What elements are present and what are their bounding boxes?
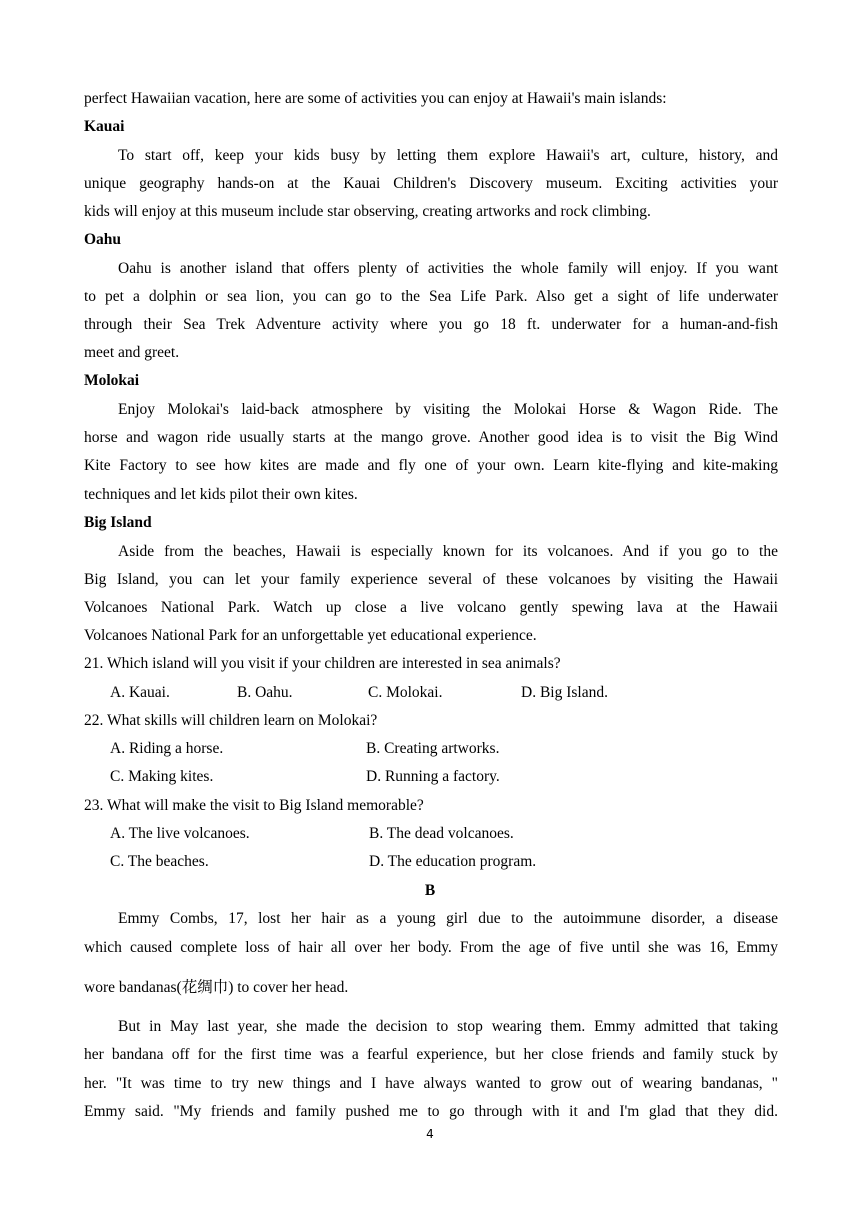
paragraph-line: kids will enjoy at this museum include star observing, creating artworks and rock climbing.: [84, 203, 651, 220]
question-21-option-b: B. Oahu.: [237, 684, 293, 701]
question-21-stem: 21. Which island will you visit if your children are interested in sea animals?: [84, 655, 561, 672]
paragraph-line: her bandana off for the first time was a fearful experience, but her close friends and family stuck by: [84, 1046, 778, 1063]
question-22-option-a: A. Riding a horse.: [110, 740, 224, 757]
heading-molokai: Molokai: [84, 372, 140, 389]
heading-oahu: Oahu: [84, 231, 122, 248]
question-21-option-d: D. Big Island.: [521, 684, 608, 701]
question-23-option-c: C. The beaches.: [110, 853, 209, 870]
paragraph-line: Emmy Combs, 17, lost her hair as a young girl due to the autoimmune disorder, a disease: [118, 910, 778, 927]
paragraph-line: Volcanoes National Park for an unforgettable yet educational experience.: [84, 627, 537, 644]
paragraph-line: her. "It was time to try new things and I have always wanted to grow out of wearing bandanas, ": [84, 1075, 778, 1092]
paragraph-line: Volcanoes National Park. Watch up close a live volcano gently spewing lava at the Hawaii: [84, 599, 778, 616]
paragraph-line: techniques and let kids pilot their own kites.: [84, 486, 358, 503]
paragraph-line: through their Sea Trek Adventure activity where you go 18 ft. underwater for a human-and-fish: [84, 316, 778, 333]
question-22-option-b: B. Creating artworks.: [366, 740, 500, 757]
section-label-b: B: [424, 882, 436, 899]
paragraph-line: meet and greet.: [84, 344, 180, 361]
paragraph-line: Aside from the beaches, Hawaii is especially known for its volcanoes. And if you go to the: [118, 543, 778, 560]
paragraph-line: But in May last year, she made the decision to stop wearing them. Emmy admitted that taking: [118, 1018, 778, 1035]
paragraph-line: Emmy said. "My friends and family pushed me to go through with it and I'm glad that they did.: [84, 1103, 778, 1120]
paragraph-line: Enjoy Molokai's laid-back atmosphere by visiting the Molokai Horse & Wagon Ride. The: [118, 401, 778, 418]
paragraph-line: Big Island, you can let your family experience several of these volcanoes by visiting the Hawaii: [84, 571, 778, 588]
heading-kauai: Kauai: [84, 118, 125, 135]
paragraph-line: Oahu is another island that offers plenty of activities the whole family will enjoy. If you want: [118, 260, 778, 277]
question-22-option-d: D. Running a factory.: [366, 768, 500, 785]
paragraph-line: to pet a dolphin or sea lion, you can go to the Sea Life Park. Also get a sight of life underwater: [84, 288, 778, 305]
intro-line: perfect Hawaiian vacation, here are some of activities you can enjoy at Hawaii's main islands:: [84, 90, 667, 107]
paragraph-line: To start off, keep your kids busy by letting them explore Hawaii's art, culture, history, and: [118, 147, 778, 164]
paragraph-line: unique geography hands-on at the Kauai Children's Discovery museum. Exciting activities your: [84, 175, 778, 192]
question-21-option-a: A. Kauai.: [110, 684, 170, 701]
paragraph-line: horse and wagon ride usually starts at the mango grove. Another good idea is to visit the Big Wind: [84, 429, 778, 446]
question-23-option-a: A. The live volcanoes.: [110, 825, 250, 842]
question-22-option-c: C. Making kites.: [110, 768, 214, 785]
page-number: 4: [426, 1127, 434, 1141]
question-23-option-d: D. The education program.: [369, 853, 537, 870]
question-23-option-b: B. The dead volcanoes.: [369, 825, 514, 842]
question-22-stem: 22. What skills will children learn on Molokai?: [84, 712, 378, 729]
heading-big-island: Big Island: [84, 514, 152, 531]
question-21-option-c: C. Molokai.: [368, 684, 443, 701]
question-23-stem: 23. What will make the visit to Big Island memorable?: [84, 797, 424, 814]
paragraph-line: wore bandanas(花绸巾) to cover her head.: [84, 979, 349, 996]
paragraph-line: which caused complete loss of hair all over her body. From the age of five until she was 16, Emmy: [84, 939, 778, 956]
paragraph-line: Kite Factory to see how kites are made and fly one of your own. Learn kite-flying and kite-making: [84, 457, 778, 474]
